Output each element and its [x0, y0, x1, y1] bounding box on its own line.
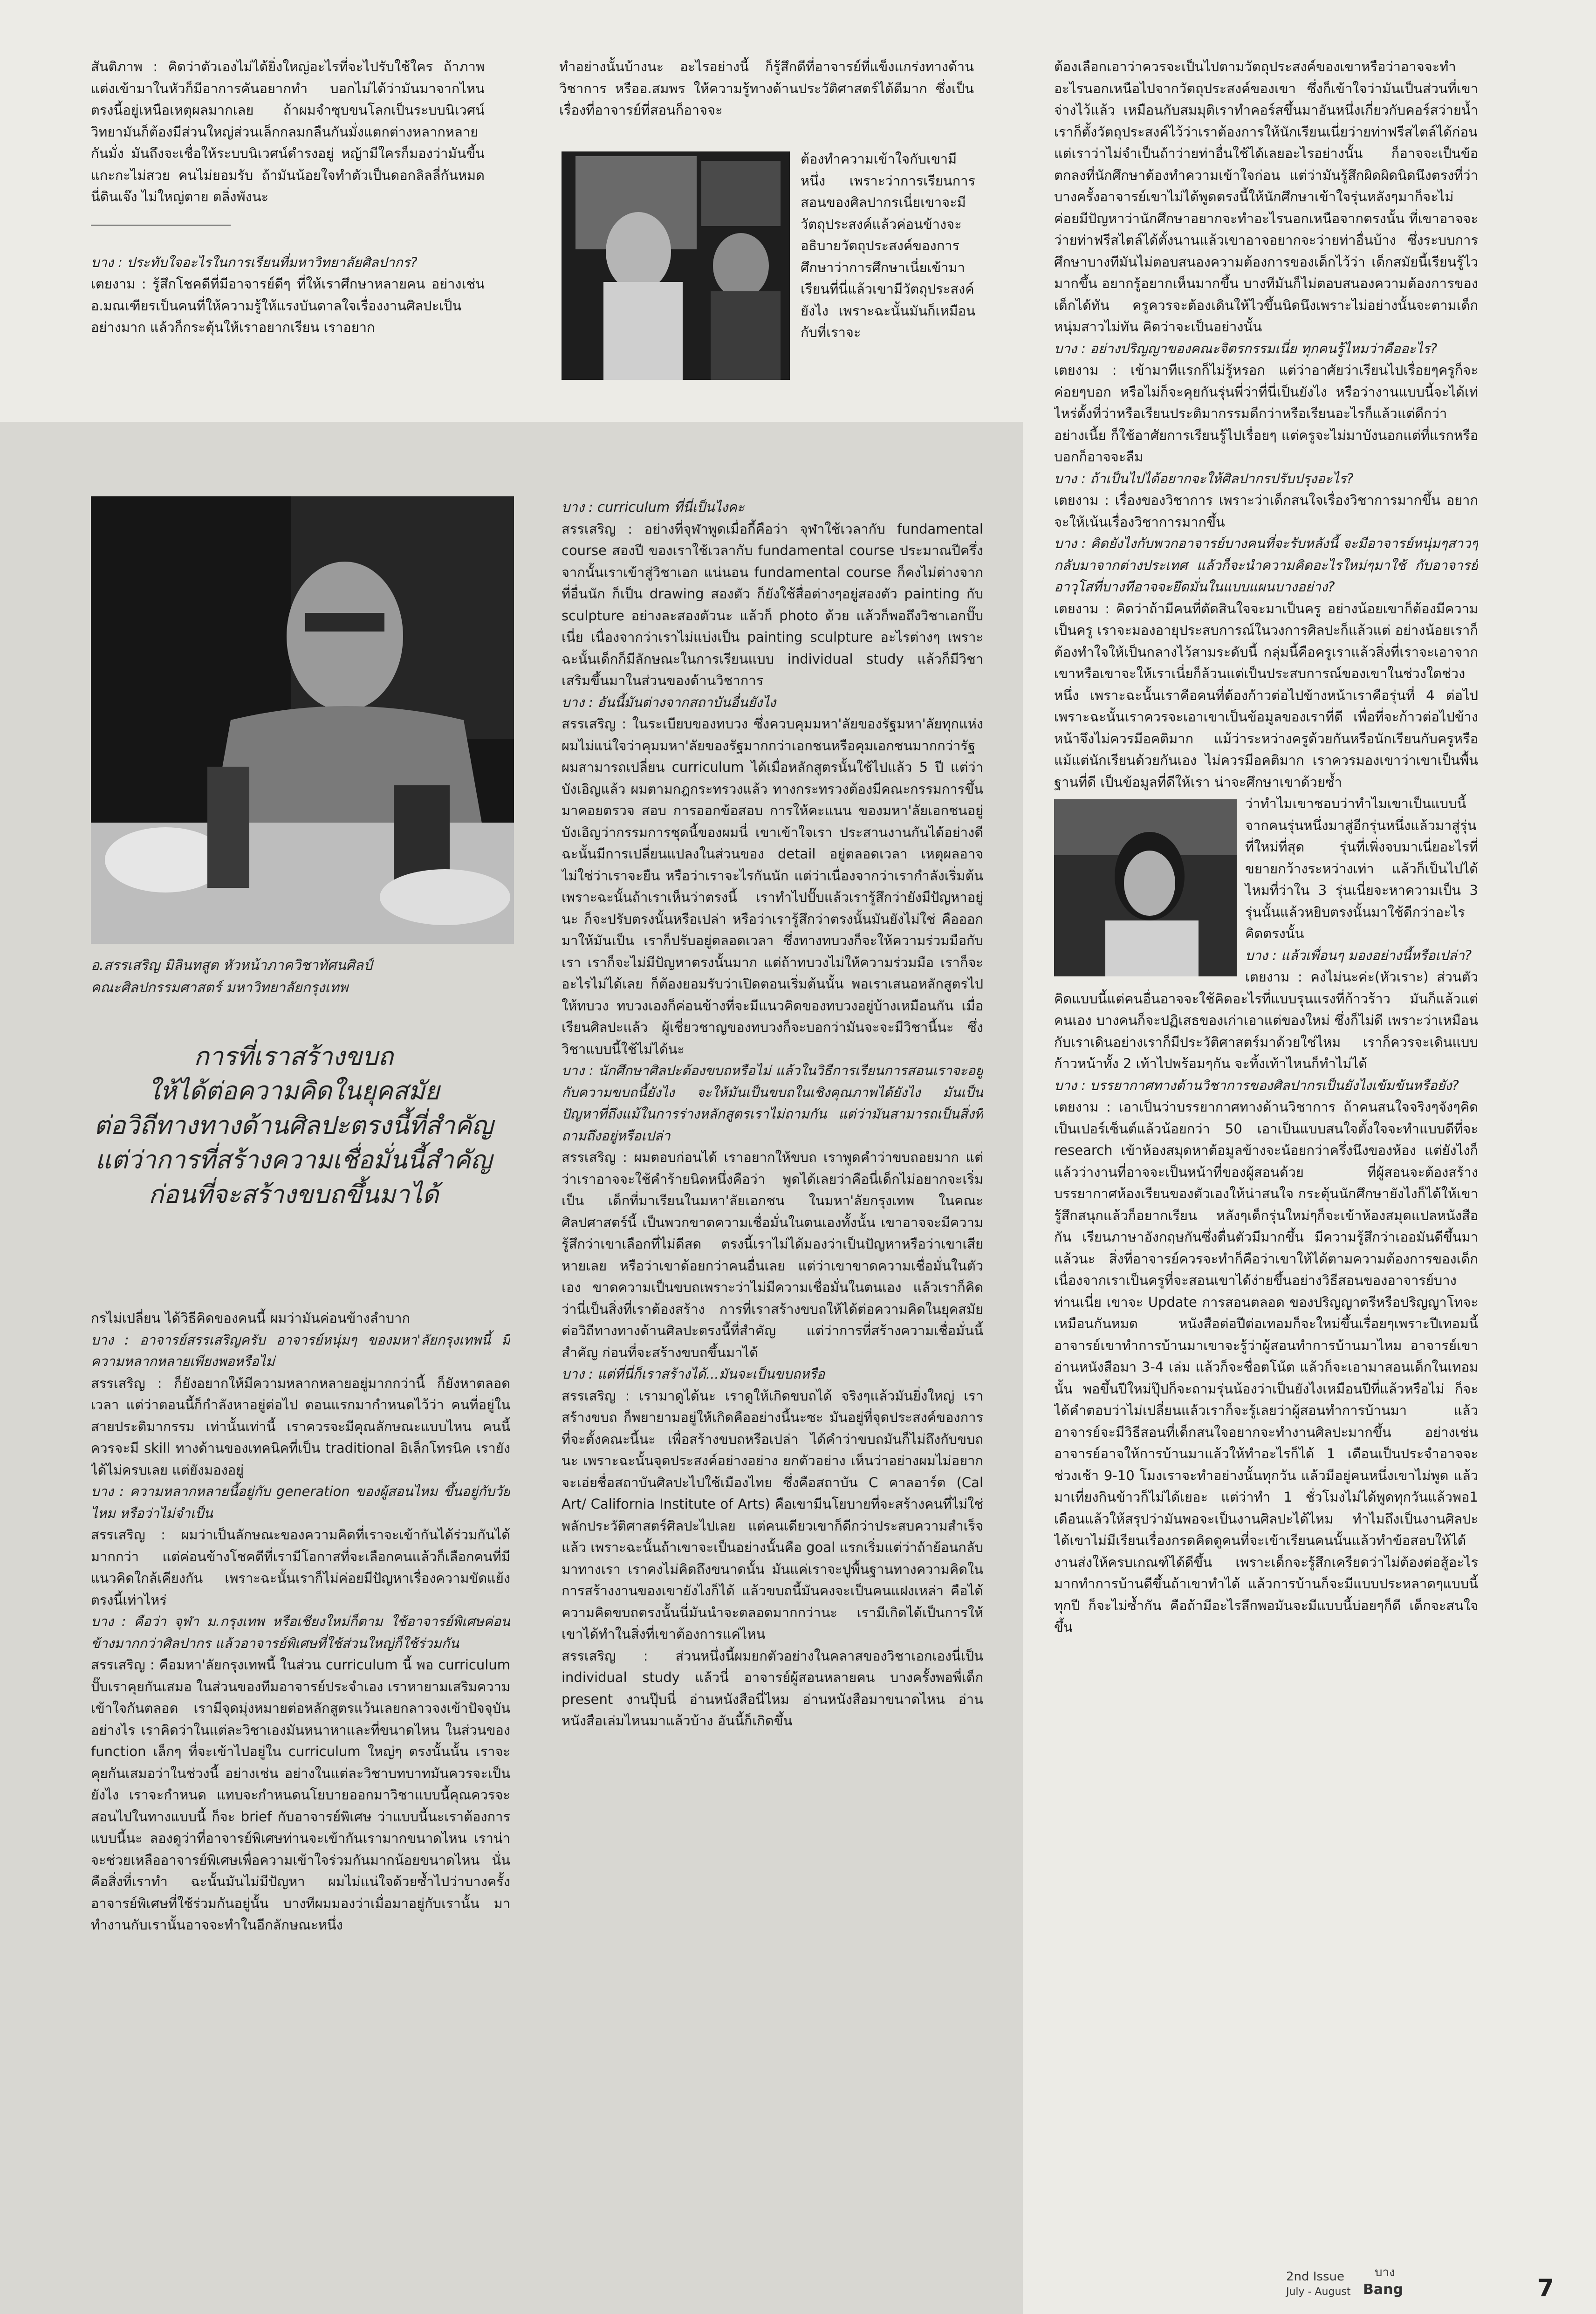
question: บาง : คือว่า จุฬา ม.กรุงเทพ หรือเชียงใหม่ก็ตาม ใช้อาจารย์พิเศษค่อนข้างมากกว่าศิลปากร แล้วอาจารย์พิเศษที่ใช้ส่วนใหญ่ก็ใช้ร่วมกัน [91, 1614, 510, 1651]
paragraph: เตยงาม : รู้สึกโชคดีที่มีอาจารย์ดีๆ ที่ให้เราศึกษาหลายคน อย่างเช่นอ.มณเฑียรเป็นคนที่ให้ความรู้ให้แรงบันดาลใจเรื่องงานศิลปะเป็นอย่างมาก แล้วก็กระตุ้นให้เราอยากเรียน เราอยาก [91, 276, 485, 335]
paragraph: ทำอย่างนั้นบ้างนะ อะไรอย่างนี้ ก็รู้สึกดีที่อาจารย์ที่แข็งแกร่งทางด้านวิชาการ หรืออ.สมพร ให้ความรู้ทางด้านประวัติศาสตร์ได้ดีมาก ซึ่งเป็นเรื่องที่อาจารย์ที่สอนก็อาจจะ [559, 59, 974, 118]
photo-caption [91, 954, 473, 999]
paragraph: สรรเสริญ : ผมว่าเป็นลักษณะของความคิดที่เราจะเข้ากันได้ร่วมกันได้มากกว่า แต่ค่อนข้างโชคดีที่เรามีโอกาสที่จะเลือกคนแล้วก็เลือกคนที่มีแนวคิดใกล้เคียงกัน เพราะฉะนั้นเราก็ไม่ค่อยมีปัญหาเรื่องความขัดแย้งตรงนี้เท่าไหร่ [91, 1527, 510, 1608]
paragraph: กรไม่เปลี่ยน ได้วิธีคิดของคนนี้ ผมว่ามันค่อนข้างลำบาก [91, 1310, 411, 1326]
pull-quote [72, 1039, 515, 1212]
paragraph: สันติภาพ : คิดว่าตัวเองไม่ได้ยิ่งใหญ่อะไรที่จะไปรับใช้ใคร ถ้าภาพแต่งเข้ามาในหัวก็มีอาการคันอยากทำ บอกไม่ได้ว่ามันมาจากไหน ตรงนี้อยู่เหนือเหตุผลมากเลย ถ้าผมจำซุบขนโลกเป็นระบบนิเวศน์วิทยามันก็ต้องมีส่วนใหญ่ส่วนเล็กกลมกลืนกันมั่งแตกต่างหลากหลายกันมั่ง มันถึงจะเชื่อให้ระบบนิเวศน์ดำรงอยู่ หญ้ามีใครก็มองว่ามันขี้นแกะกะไม่สวย คนไม่ยอมรับ ถ้ามันน้อยใจทำตัวเป็นดอกลิลลี่กันหมดนี่ดินเจ๊ง ไม่ใหญ่ตาย ตลิ่งพังนะ [91, 59, 485, 205]
page-number: 7 [1537, 2274, 1554, 2302]
paragraph: เตยงาม : คิดว่าถ้ามีคนที่ตัดสินใจจะมาเป็นครู อย่างน้อยเขาก็ต้องมีความเป็นครู เราจะมองอายุประสบการณ์ในวงการศิลปะก็แล้วแต่ อย่างน้อยเราก็ต้องทำใจให้เป็นกลางไว้สามระดับนี้ กลุ่มนี้คือครูเราแล้วสิ่งที่เราจะเอาจากเขาหรือเขาจะให้เราเนี่ยก็ล้วนแต่เป็นประสบการณ์ของเขาในช่วงใดช่วงหนึ่ง เพราะฉะนั้นเราคือคนที่ต้องก้าวต่อไปข้างหน้าเราคือรุ่นที่ 4 ต่อไป เพราะฉะนั้นเราควรจะเอาเขาเป็นข้อมูลของเราที่ดี เพื่อที่จะก้าวต่อไปข้างหน้าจึงไม่ควรมีอคติมาก แม้ว่าระหว่างครูด้วยกันหรือนักเรียนกับครูหรือแม้แต่นักเรียนด้วยกันเอง ไม่ควรมีอคติมาก เราควรมองเขาว่าเขาเป็นพื้นฐานที่ดี เป็นข้อมูลที่ดีให้เรา น่าจะศึกษาเขาด้วยซ้ำ [1054, 600, 1478, 790]
question: บาง : ความหลากหลายนี้อยู่กับ generation ของผู้สอนไหม ขึ้นอยู่กับวัยไหม หรือว่าไม่จำเป็น [91, 1483, 510, 1521]
paragraph: ต้องเลือกเอาว่าควรจะเป็นไปตามวัตถุประสงค์ของเขาหรือว่าอาจจะทำอะไรนอกเหนือไปจากวัตถุประสงค์ของเขา ซึ่งก็เข้าใจว่ามันเป็นส่วนที่เขาจ่างไว้แล้ว เหมือนกับสมมุติเราทำคอร์สขึ้นมาอันหนึ่งเกี่ยวกับคอร์สว่ายน้ำ เราก็ตั้งวัตถุประสงค์ไว้ว่าเราต้องการให้นักเรียนเนี่ยว่ายท่าฟรีสไตล์ได้ก่อน แต่เราว่าไม่จำเป็นถ้าว่ายท่าอื่นใช้ได้เลยอะไรอย่างนั้น ก็อาจจะเป็นข้อตกลงที่นักศึกษาต้องทำความเข้าใจก่อน แต่ว่ามันรู้สึกผิดผิดนิดนึงตรงที่ว่าบางครั้งอาจารย์เขาไม่ได้พูดตรงนี้ให้นักศึกษาเข้าใจรุ่นหลังๆมาก็จะไม่ค่อยมีปัญหาว่านักศึกษาอยากจะทำอะไรนอกเหนือจากตรงนั้น ที่เขาอาจจะว่ายท่าฟรีสไตล์ได้ตั้งนานแล้วเขาอาจอยากจะว่ายท่าอื่นบ้าง ซึ่งระบบการศึกษาบางทีมันไม่ตอบสนองความต้องการของเด็กไว้ว่า เด็กสมัยนี้เรียนรู้ไวมากขึ้น อยากรู้อยากเห็นมากขึ้น บางทีมันก็ไม่ตอบสนองความต้องการของเด็กได้ทัน ครูควรจะต้องเดินให้ไวขึ้นนิดนึงเพราะไม่อย่างนั้นจะตามเด็กหนุ่มสาวไม่ทัน คิดว่าจะเป็นอย่างนั้น [1054, 59, 1478, 335]
column-top-middle [559, 56, 974, 124]
question: บาง : อันนี้มันต่างจากสถาบันอื่นยังไง [562, 694, 776, 710]
question: บาง : คิดยังไงกับพวกอาจารย์บางคนที่จะรับหลังนี้ จะมีอาจารย์หนุ่มๆสาวๆกลับมาจากต่างประเทศ แล้วก็จะนำความคิดอะไรใหม่ๆมาใช้ กับอาจารย์อาวุโสที่บางทีอาจจะยึดมั่นในแบบแผนบางอย่าง? [1054, 536, 1478, 595]
column-interview-right [562, 496, 983, 2258]
column-top-left [91, 56, 485, 391]
paragraph: สรรเสริญ : ผมตอบก่อนได้ เราอยากให้ขบถ เราพูดคำว่าขบถอยมาก แต่ว่าเราอาจจะใช้คำร้ายนิดหนึ่งคือว่า พูดได้เลยว่าคือนี่เด็กไม่อยากจะเริ่มเป็น เด็กที่มาเรียนในมหา'ลัยเอกชน ในมหา'ลัยกรุงเทพ ในคณะศิลปศาสตร์นี้ เป็นพวกขาดความเชื่อมั่นในตนเองทั้งนั้น เขาอาจจะมีความรู้สึกว่าเขาเลือกที่ไม่ดีสด ตรงนี้เราไม่ได้มองว่าเป็นปัญหาหรือว่าเขาเสียหายเลย หรือว่าเขาด้อยกว่าคนอื่นเลย แต่ว่าเขาขาดความเชื่อมั่นในตัวเอง ขาดความเป็นขบถเพราะว่าไม่มีความเชื่อมั่นในตนเอง แล้วเราก็คิดว่านี่เป็นสิ่งที่เราต้องสร้าง การที่เราสร้างขบถให้ได้ต่อความคิดในยุคสมัยต่อวิถีทางทางด้านศิลปะตรงนี้ที่สำคัญ แต่ว่าการที่สร้างความเชื่อมั่นนี้สำคัญ ก่อนที่จะสร้างขบถขึ้นมาได้ [562, 1149, 983, 1360]
question: บาง : แต่ที่นี่ก็เราสร้างได้...มันจะเป็นขบถหรือ [562, 1366, 825, 1382]
paragraph: เตยงาม : เอาเป็นว่าบรรยากาศทางด้านวิชาการ ถ้าคนสนใจจริงๆจังๆคิดเป็นเปอร์เซ็นต์แล้วน้อยกว่า 50 เอาเป็นแบบสนใจตั้งใจจะทำแบบดีที่จะ research เข้าห้องสมุดหาต้อมูลข้างจะน้อยกว่าครึ่งนึงของห้อง แต่ยังไงก็แล้วว่างานที่อาจจะเป็นหน้าที่ของผู้สอนด้วย ที่ผู้สอนจะต้องสร้างบรรยากาศห้องเรียนของตัวเองให้น่าสนใจ กระตุ้นนักศึกษายังไงก็ได้ให้เขารู้สึกสนุกแล้วก็อยากเรียน หลังๆเด็กรุ่นใหม่ๆก็จะเข้าห้องสมุดแปลหนังสือกัน เรียนภาษาอังกฤษกันซึ่งตื่นตัวมีมากขึ้น มีความรู้สึกว่าเออมันดีขึ้นมาแล้วนะ สิ่งที่อาจารย์ควรจะทำก็คือว่าเขาให้ได้ตามความต้องการของเด็ก เนื่องจากเราเป็นครูที่จะสอนเขาได้ง่ายขึ้นอย่างวิธีสอนของอาจารย์บางท่านเนี่ย เขาจะ Update การสอนตลอด ของปริญญาตรีหรือปริญญาโทจะเหมือนกันหมด หนังสือต่อปีต่อเทอมก็จะใหม่ขึ้นเรื่อยๆเพราะปีเทอมนี้อาจารย์เขาทำการบ้านมาเขาจะรู้ว่าผู้สอนทำการบ้านมาไหม อาจารย์เขาอ่านหนังสือมา 3-4 เล่ม แล้วก็จะชื่อตโน้ต แล้วก็จะเอามาสอนเด็กในเทอมนั้น พอขึ้นปีใหม่ปุ๊ปก็จะถามรุ่นน้องว่าเป็นยังไงเหมือนปีที่แล้วหรือไม่ ก็จะได้คำตอบว่าไม่เปลี่ยนแล้วเราก็จะรู้เลยว่าผู้สอนทำการบ้านมา แล้วอาจารย์จะมีวิธีสอนที่เด็กสนใจอยากจะทำงานศิลปะมากขึ้น อย่างเช่นอาจารย์อาจให้การบ้านมาแล้วให้ทำอะไรก็ได้ 1 เดือนเป็นประจำอาจจะช่วงเช้า 9-10 โมงเราจะทำอย่างนั้นทุกวัน แล้วมีอยู่คนหนึ่งเขาไม่พูด แล้วมาเที่ยงกินข้าวก็ไม่ได้เยอะ แต่ว่าทำ 1 ชั่วโมงไม่ได้พูดทุกวันแล้วพอ1 เดือนแล้วให้สรุปว่ามันพอจะเป็นงานศิลปะได้ไหม ทำไมถึงเป็นงานศิลปะได้เขาไม่มีเรียนเรื่องกรดคิดดูคนที่จะเข้าเรียนคนนั้นแล้วทำข้อสอบให้ได้งานส่งให้ครบเกณฑ์ได้ดีขึ้น เพราะเด็กจะรู้สึกเครียดว่าไม่ต้องต่อสู้อะไรมากทำการบ้านดีขึ้นถ้าเขาทำได้ แล้วการบ้านก็จะมีแบบประหลาดๆแบบนี้ทุกปี ก็จะไม่ซ้ำกัน คือถ้ามีอะไรลึกพอมันจะมีแบบนี้บ่อยๆก็ดี เด็กจะสนใจขึ้น [1054, 1099, 1478, 1635]
paragraph: สรรเสริญ : ในระเบียบของทบวง ซึ่งควบคุมมหา'ลัยของรัฐมหา'ลัยทุกแห่ง ผมไม่แน่ใจว่าคุมมหา'ลัยของรัฐมากกว่าเอกชนหรือคุมเอกชนมากกว่ารัฐ ผมสามารถเปลี่ยน curriculum ได้เมื่อหลักสูตรนั้นใช้ไปแล้ว 5 ปี แต่ว่าบังเอิญแล้ว ผมตามกฎกระทรวงแล้ว ทางกระทรวงต้องมีคณะกรรมการขึ้นมาคอยตรวจ สอบ การออกข้อสอบ การให้คะแนน ของมหา'ลัยเอกชนอยู่ บังเอิญว่ากรรมการชุดนี้ของผมนี่ เขาเข้าใจเรา ประสานงานกันได้อย่างดี ฉะนั้นมีการเปลี่ยนแปลงในส่วนของ detail อยู่ตลอดเวลา เหตุผลอาจไม่ใช่ว่าเราจะยืน หรือว่าเราจะไรกันนัก แต่ว่าเนื่องจากว่าเรากำลังเริ่มต้น เพราะฉะนั้นถ้าเราเห็นว่าตรงนี้ เราทำไปปั๊บแล้วเรารู้สึกว่ายังมีปัญหาอยู่นะ ก็จะปรับตรงนั้นหรือเปล่า หรือว่าเรารู้สึกว่าตรงนั้นมันยังไม่ใช่ คือออกมาให้มันเป็น เราก็ปรับอยู่ตลอดเวลา ซึ่งทางทบวงก็จะให้ความร่วมมือกับเรา เราก็จะไม่มีปัญหาตรงนั้นมาก แต่ถ้าทบวงไม่ให้ความร่วมมือ เราก็จะอะไรไม่ได้เลย ก็ต้องยอมรับว่าเปิดตอนเริ่มต้นนั้น พอเราเสนอหลักสูตรไปให้ทบวง ทบวงเองก็ค่อนข้างที่จะมีแนวคิดของทบวงอยู่บ้างเหมือนกัน เมื่อเรียนศิลปะแล้ว ผู้เชี่ยวชาญของทบวงก็จะบอกว่ามันจะจะมีวิชานี้นะ ซึ่งวิชาแบบนี้ใช้ไม่ได้นะ [562, 716, 983, 1057]
photo-sanserm-milintasut [91, 496, 514, 944]
paragraph: เตยงาม : คงไม่นะค่ะ(หัวเราะ) ส่วนตัวคิดแบบนี้แต่คนอื่นอาจจะใช้คิดอะไรที่แบบรุนแรงที่ก้าวร้าว มันก็แล้วแต่คนเอง บางคนก็จะปฏิเสธของเก่าเอาแต่ของใหม่ ซึ่งก็ไม่ดี เพราะว่าเหมือนกับเราเดินอย่างเราก็มีประวัติศาสตร์มาด้วยใช่ไหม เราก็ควรจะเดินแบบก้าวหน้าทั้ง 2 เท้าไปพร้อมๆกัน จะทิ้งเท้าไหนก็ทำไม่ได้ [1054, 969, 1478, 1071]
question: บาง : แล้วเพื่อนๆ มองอย่างนี้หรือเปล่า? [1245, 947, 1472, 963]
column-right [1054, 56, 1478, 2256]
pull-quote-line: ให้ได้ต่อความคิดในยุคสมัย [147, 1076, 440, 1106]
question: บาง : บรรยากาศทางด้านวิชาการของศิลปากรเป็นยังไงเข้มข้นหรือยัง? [1054, 1077, 1459, 1093]
paragraph: เตยงาม : เข้ามาทีแรกก็ไม่รู้หรอก แต่ว่าอาศัยว่าเรียนไปเรื่อยๆครูก็จะค่อยๆบอก หรือไม่ก็จะคุยกันรุ่นพี่ว่าที่นี่เป็นยังไง หรือว่างานแบบนี้จะได้เท่ไหร่ตั้งที่ว่าหรือเรียนประติมากรรมดีกว่าหรือเรียนอะไรก็แล้วแต่ดีกว่า อย่างเนี้ย ก็ใช้อาศัยการเรียนรู้ไปเรื่อยๆ แต่ครูจะไม่มาบังนอกแต่ที่แรกหรือบอกก็อาจจะลืม [1054, 362, 1478, 465]
footer-mag: Bang [1363, 2281, 1403, 2298]
pull-quote-line: แต่ว่าการที่สร้างความเชื่อมั่นนี้สำคัญ [95, 1145, 492, 1174]
photo-students [562, 151, 790, 380]
question: บาง : นักศึกษาศิลปะต้องขบถหรือไม่ แล้วในวิธีการเรียนการสอนเราจะอยู่กับความขบถนี้ยังไง จะให้มันเป็นขบถในเชิงคุณภาพได้ยังไง มันเป็นปัญหาที่ถึงแม้ในการร่างหลักสูตรเราไม่ถามกัน แต่ว่ามันสามารถเป็นสิ่งที่ถามถึงอยู่หรือเปล่า [562, 1063, 983, 1144]
divider [91, 225, 231, 226]
question: บาง : อย่างปริญญาของคณะจิตรกรรมเนี่ย ทุกคนรู้ไหมว่าคืออะไร? [1054, 340, 1438, 357]
caption-line: อ.สรรเสริญ มิลินทสูต หัวหน้าภาควิชาทัศนศิลป์ [91, 957, 372, 974]
paragraph: สรรเสริญ : ก็ยังอยากให้มีความหลากหลายอยู่มากกว่านี้ ก็ยังหาตลอดเวลา แต่ว่าตอนนี้ก็กำลังหาอยู่ต่อไป ตอนแรกมากำหนดไว้ว่า คนที่อยู่ในสายประติมากรรม เท่านั้นเท่านี้ เราควรจะมีคุณลักษณะแบบไหน คนนี้ควรจะมี skill ทางด้านของเทคนิคที่เป็น traditional อิเล็กโทรนิค เรายังได้ไม่ครบเลย แต่ยังมองอยู่ [91, 1375, 510, 1478]
paragraph: ต้องทำความเข้าใจกับเขามีหนึ่ง เพราะว่าการเรียนการสอนของศิลปากรเนี่ยเขาจะมีวัตถุประสงค์แล้วค่อนข้างจะอธิบายวัตถุประสงค์ของการศึกษาว่าการศึกษาเนี่ยเข้ามาเรียนที่นี่แล้วเขามีวัตถุประสงค์ยังไง เพราะฉะนั้นมันก็เหมือนกับที่เราจะ [801, 151, 975, 340]
question: บาง : อาจารย์สรรเสริญครับ อาจารย์หนุ่มๆ ของมหา'ลัยกรุงเทพนี้ มีความหลากหลายเพียงพอหรือไม่ [91, 1332, 510, 1369]
paragraph: สรรเสริญ : ส่วนหนึ่งนี้ผมยกตัวอย่างในคลาสของวิชาเอกเองนี่เป็น individual study แล้วนี่ อาจารย์ผู้สอนหลายคน บางครั้งพอพี่เด็ก present งานปุ๊บนี่ อ่านหนังสือนี่ไหม อ่านหนังสือมาขนาดไหน อ่านหนังสือเล่มไหนมาแล้วบ้าง อันนี้ก็เกิดขึ้น [562, 1648, 983, 1729]
paragraph: เตยงาม : เรื่องของวิชาการ เพราะว่าเด็กสนใจเรื่องวิชาการมากขึ้น อยากจะให้เน้นเรื่องวิชาการมากขึ้น [1054, 492, 1478, 530]
pull-quote-line: ต่อวิถีทางทางด้านศิลปะตรงนี้ที่สำคัญ [94, 1111, 493, 1140]
footer-mag-thai: บาง [1375, 2266, 1395, 2280]
paragraph: สรรเสริญ : เรามาดูได้นะ เราดูให้เกิดขบถได้ จริงๆแล้วมันยิ่งใหญ่ เราสร้างขบถ ก็พยายามอยู่ให้เกิดคืออย่างนี้นะซะ มันอยู่ที่จุดประสงค์ของการที่จะตั้งคณะนี้นะ เพื่อสร้างขบถหรือเปล่า ได้คำว่าขบถมันก็ไม่ถึงกับขบถนะ เพราะฉะนั้นจุดประสงค์อย่างอย่าง ยกตัวอย่าง เห็นว่าอย่างผมไม่อยากจะเอ่ยชื่อสถาบันศิลปะไปใช้เมืองไทย ซึ่งคือสถาบัน C คาลอาร์ต (Cal Art/ California Institute of Arts) คือเขามีนโยบายที่จะสร้างคนที่ไม่ใช่พลักประวัติศาสตร์ศิลปะไปเลย แต่คนเดียวเขาก็ดีกว่าประสบความสำเร็จแล้ว เพราะฉะนั้นถ้าเขาจะเป็นอย่างนั้นคือ goal แรกเริ่มแต่ว่าถ้าย้อนกลับมาทางเรา เราคงไม่คิดถึงขนาดนั้น มันแค่เราจะปูพื้นฐานทางความคิดในการสร้างงานของเขายังไงก็ได้ แล้วขบถนี้มันคงจะเป็นคนแฝงเหล่า คือได้ความคิดขบถตรงนั้นนี่มันนำจะตลอดมากกว่านะ เรามีเกิดได้เป็นการให้เขาได้ทำในสิ่งที่เขาต้องการแค่ไหน [562, 1387, 983, 1642]
caption-line: คณะศิลปกรรมศาสตร์ มหาวิทยาลัยกรุงเทพ [91, 980, 349, 996]
footer-date: July - August [1286, 2286, 1351, 2298]
paragraph: สรรเสริญ : อย่างที่จุฬาพูดเมื่อกี้คือว่า จุฬาใช้เวลากับ fundamental course สองปี ของเราใช้เวลากับ fundamental course ประมาณปีครึ่ง จากนั้นเราเข้าสู่วิชาเอก แน่นอน fundamental course ก็คงไม่ต่างจากที่อื่นนัก ก็เป็น drawing สองตัว ก็ยังใช้สื่อต่างๆอยู่สองตัว painting กับ sculpture อย่างละสองตัวนะ แล้วก็ photo ด้วย แล้วก็พอถึงวิชาเอกปั๊บเนี่ย เนื่องจากว่าเราไม่แบ่งเป็น painting sculpture อะไรต่างๆ เพราะฉะนั้นเด็กก็มีลักษณะในการเรียนแบบ individual study แล้วก็มีวิชาเสริมขึ้นมาในส่วนของด้านวิชาการ [562, 521, 983, 688]
paragraph: สรรเสริญ : คือมหา'ลัยกรุงเทพนี้ ในส่วน curriculum นี้ พอ curriculum ปั๊บเราคุยกันเสมอ ในส่วนของทีมอาจารย์ประจำเอง เราหายามเสริมความเข้าใจกันตลอด เรามีจุดมุ่งหมายต่อหลักสูตรแว้นเลยกลาวจงเข้าปัจจุบันอย่างไร เราคิดว่าในแต่ละวิชาเองมันหนาหาและที่ขนาดไหน ในส่วนของ function เล็กๆ ที่จะเข้าไปอยู่ใน curriculum ใหญ่ๆ ตรงนั้นนั้น เราจะคุยกันเสมอว่าในช่วงนี้ อย่างเช่น อย่างในแต่ละวิชาบทบาทมันควรจะเป็นยังไง เราจะกำหนด แทบจะกำหนดนโยบายออกมาวิชาแบบนี้คุณควรจะสอนไปในทางแบบนี้ ก็จะ brief กับอาจารย์พิเศษ ว่าแบบนี้นะเราต้องการแบบนี้นะ ลองดูว่าที่อาจารย์พิเศษท่านจะเข้ากันเรามากขนาดไหน เราน่าจะช่วยเหลืออาจารย์พิเศษเพื่อความเข้าใจร่วมกันมากน้อยขนาดไหน นั่นคือสิ่งที่เราทำ ฉะนั้นมันไม่มีปัญหา ผมไม่แน่ใจด้วยซ้ำไปว่าบางครั้งอาจารย์พิเศษที่ใช้ร่วมกันอยู่นั้น บางทีผมมองว่าเมื่อมาอยู่กับเรานั้น มาทำงานกับเรานั้นอาจจะทำในอีกลักษณะหนึ่ง [91, 1657, 510, 1933]
column-interview-left [91, 1307, 510, 2258]
photo-student-portrait [1054, 799, 1237, 976]
column-top-middle-wrap [801, 148, 975, 381]
pull-quote-line: การที่เราสร้างขบถ [194, 1042, 393, 1071]
paragraph: ว่าทำไมเขาชอบว่าทำไมเขาเป็นแบบนี้จากคนรุ่นหนึ่งมาสู่อีกรุ่นหนึ่งแล้วมาสู่รุ่นที่ใหม่ที่สุด รุ่นที่เพิ่งจบมาเนี่ยอะไรที่ขยายกว้างระหว่างเท่า แล้วก็เป็นไปได้ไหมที่ว่าใน 3 รุ่นเนี่ยจะหาความเป็น 3 รุ่นนั้นแล้วหยิบตรงนั้นมาใช้ดีกว่าอะไรคิดตรงนั้น [1245, 796, 1478, 941]
footer-issue: 2nd Issue [1286, 2270, 1345, 2284]
question: บาง : ประทับใจอะไรในการเรียนที่มหาวิทยาลัยศิลปากร? [91, 254, 418, 270]
question: บาง : curriculum ที่นี่เป็นไงคะ [562, 499, 745, 515]
question: บาง : ถ้าเป็นไปได้อยากจะให้ศิลปากรปรับปรุงอะไร? [1054, 470, 1354, 487]
pull-quote-line: ก่อนที่จะสร้างขบถขึ้นมาได้ [148, 1180, 439, 1209]
